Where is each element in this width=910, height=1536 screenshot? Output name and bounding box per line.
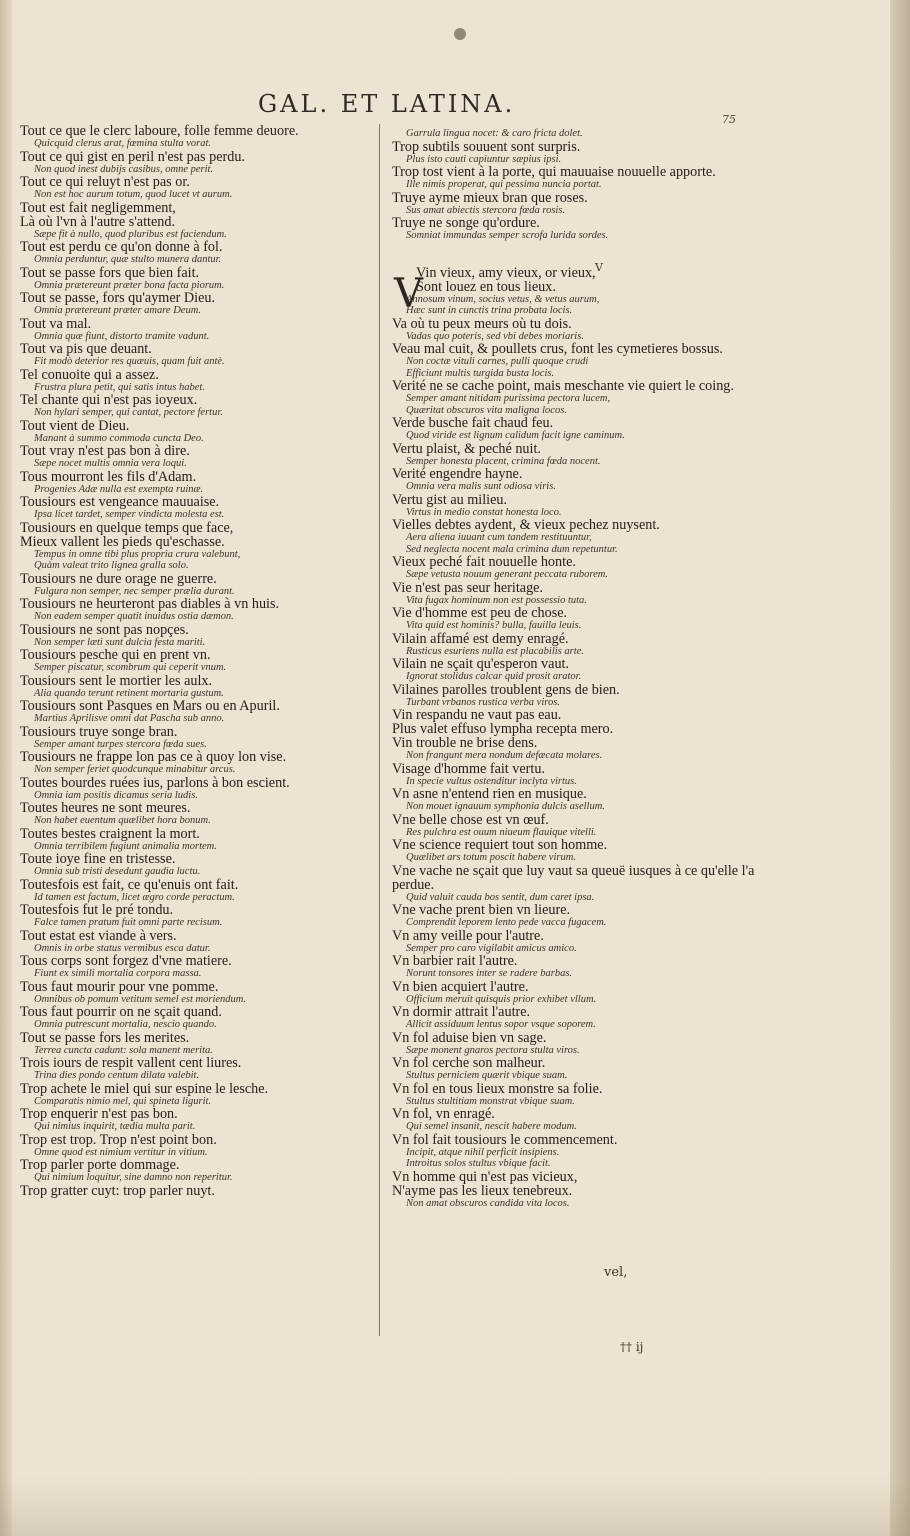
latin-translation: Non amat obscuros candida vita locos.: [406, 1197, 570, 1209]
proverb-entry: [392, 1107, 782, 1133]
french-proverb: perdue.: [392, 876, 435, 893]
proverb-entry: [392, 954, 782, 980]
latin-translation: Officium meruit quisquis prior exhibet vllum.: [406, 993, 597, 1005]
french-proverb: Vne science requiert tout son homme.: [392, 837, 608, 853]
french-proverb: Vilaines parolles troublent gens de bien.: [392, 681, 620, 698]
proverb-entry: [20, 1158, 388, 1184]
french-proverb: Tousiours truye songe bran.: [20, 723, 178, 740]
latin-translation: Vadas quo poteris, sed vbi debes moriaris.: [406, 330, 584, 342]
french-proverb: Vn asne n'entend rien en musique.: [392, 786, 587, 802]
french-proverb: Toutes bestes craignent la mort.: [20, 825, 200, 842]
latin-translation: Sus amat abiectis stercora fœda rosis.: [406, 204, 566, 216]
french-proverb: Tout vray n'est pas bon à dire.: [20, 443, 190, 459]
proverb-entry: [20, 674, 388, 700]
french-proverb: Veau mal cuit, & poullets crus, font les cymetieres bossus.: [392, 341, 723, 357]
proverb-entry: [20, 521, 388, 535]
french-proverb: Vilain affamé est demy enragé.: [392, 630, 569, 647]
proverb-entry: [392, 929, 782, 955]
french-proverb: Tousiours ne dure orage ne guerre.: [20, 570, 217, 587]
french-proverb: Verité ne se cache point, mais meschante vie quiert le coing.: [392, 378, 734, 394]
french-proverb: Tout ce qui reluyt n'est pas or.: [20, 174, 190, 190]
french-proverb: Trop tost vient à la porte, qui mauuaise nouuelle apporte.: [392, 164, 716, 180]
proverb-entry: [20, 903, 388, 929]
latin-translation: Falce tamen pratum fuit omni parte recisum.: [34, 917, 223, 928]
french-proverb: Vn barbier rait l'autre.: [392, 953, 518, 969]
french-proverb: Tout se passe, fors qu'aymer Dieu.: [20, 290, 216, 306]
french-proverb: Tout va mal.: [20, 315, 92, 332]
latin-translation: Sed neglecta nocent mala crimina dum repetuntur.: [406, 543, 618, 555]
proverb-entry: [392, 1133, 782, 1159]
french-proverb: Vertu plaist, & peché nuit.: [392, 440, 541, 457]
folio-number: 75: [722, 113, 736, 126]
proverb-entry: [392, 305, 782, 317]
latin-translation: Tempus in omne tibi plus propria crura valebunt,: [34, 548, 241, 560]
french-proverb: Verité engendre hayne.: [392, 466, 523, 482]
proverb-entry: [392, 280, 782, 306]
latin-translation: Rusticus esuriens nulla est placabilis arte.: [406, 645, 584, 657]
proverb-entry: [392, 416, 782, 442]
french-proverb: Vne vache prent bien vn lieure.: [392, 902, 571, 918]
french-proverb: Va où tu peux meurs où tu dois.: [392, 315, 572, 332]
latin-translation: Semper piscatur, scombrum qui ceperit vnum.: [34, 662, 227, 673]
latin-translation: Semper amant nitidam purissima pectora lucem,: [406, 393, 611, 404]
proverb-entry: [20, 1056, 388, 1082]
proverb-entry: [20, 954, 388, 980]
french-proverb: Trop enquerir n'est pas bon.: [20, 1106, 178, 1122]
proverb-entry: [20, 495, 388, 521]
proverb-entry: [392, 787, 782, 813]
proverb-entry: [20, 215, 388, 241]
proverb-entry: [20, 750, 388, 776]
french-proverb: Vn fol fait tousiours le commencement.: [392, 1131, 618, 1148]
proverb-entry: [20, 929, 388, 955]
proverb-entry: [392, 467, 782, 493]
latin-translation: Hæc sunt in cunctis trina probata locis.: [406, 305, 573, 316]
french-proverb: Trop est trop. Trop n'est point bon.: [20, 1131, 217, 1148]
proverb-entry: [392, 903, 782, 929]
french-proverb: Tous corps sont forgez d'vne matiere.: [20, 953, 232, 969]
latin-translation: Incipit, atque nihil perficit insipiens.: [406, 1146, 560, 1158]
latin-translation: Non mouet ignauum symphonia dulcis asellum.: [406, 801, 605, 812]
proverb-entry: [20, 124, 388, 150]
proverb-entry: [20, 317, 388, 343]
latin-translation: Garrula lingua nocet: & caro fricta dolet.: [406, 128, 583, 139]
french-proverb: Vin trouble ne brise dens.: [392, 735, 538, 751]
latin-translation: Fit modò deterior res quæuis, quam fuit antè.: [34, 356, 225, 367]
french-proverb: Vne vache ne sçait que luy vaut sa queuë iusques à ce qu'elle l'a: [392, 862, 755, 879]
proverb-entry: [20, 560, 388, 572]
proverb-entry: [20, 201, 388, 215]
latin-translation: Aera aliena iuuant cum tandem restituuntur,: [406, 532, 592, 543]
latin-translation: Manant à summo commoda cuncta Deo.: [34, 432, 204, 444]
latin-translation: Qui semel insanit, nescit habere modum.: [406, 1121, 577, 1132]
latin-translation: Sæpe nocet multis omnia vera loqui.: [34, 458, 187, 469]
french-proverb: Tout va pis que deuant.: [20, 341, 152, 357]
french-proverb: Verde busche fait chaud feu.: [392, 415, 554, 431]
french-proverb: Toutesfois est fait, ce qu'enuis ont fait.: [20, 876, 239, 893]
french-proverb: Toutes heures ne sont meures.: [20, 800, 191, 816]
french-proverb: Trois iours de respit vallent cent liures.: [20, 1055, 242, 1071]
latin-translation: Sæpe monent gnaros pectora stulta viros.: [406, 1044, 580, 1056]
proverb-entry: [20, 776, 388, 802]
page-right-edge: [890, 0, 910, 1536]
signature-mark: †† ij: [620, 1340, 644, 1354]
french-proverb: Tousiours ne frappe lon pas ce à quoy lon vise.: [20, 749, 287, 765]
proverb-entry: [392, 683, 782, 709]
proverb-entry: [392, 442, 782, 468]
marginal-note: vel,: [604, 1265, 628, 1280]
french-proverb: Toute ioye fine en tristesse.: [20, 851, 176, 867]
proverb-entry: [392, 342, 782, 368]
latin-translation: Non coctæ vituli carnes, pulli quoque crudi: [406, 356, 589, 367]
latin-translation: Frustra plura petit, qui satis intus habet.: [34, 381, 205, 393]
latin-translation: Vita quid est hominis? bulla, fauilla leuis.: [406, 620, 582, 631]
french-proverb: Tout vient de Dieu.: [20, 417, 130, 434]
latin-translation: Progenies Adæ nulla est exempta ruinæ.: [34, 483, 204, 495]
french-proverb: Tousiours en quelque temps que face,: [20, 519, 234, 536]
proverb-entry: [20, 150, 388, 176]
proverb-entry: [392, 379, 782, 405]
french-proverb: Tousiours pesche qui en prent vn.: [20, 647, 211, 663]
proverb-entry: [20, 1133, 388, 1159]
french-proverb: Tous faut mourir pour vne pomme.: [20, 978, 219, 995]
latin-translation: Omnia prætereunt præter bona facta piorum.: [34, 279, 225, 291]
french-proverb: Tout estat est viande à vers.: [20, 927, 177, 944]
proverb-entry: [20, 535, 388, 561]
proverb-entry: [392, 606, 782, 632]
french-proverb: Trop achete le miel qui sur espine le lesche.: [20, 1080, 269, 1097]
latin-translation: Semper pro caro vigilabit amicus amico.: [406, 942, 577, 954]
latin-translation: Stultus stultitiam monstrat vbique suam.: [406, 1095, 575, 1107]
french-proverb: Tel conuoite qui a assez.: [20, 366, 159, 383]
latin-translation: Omnia terribilem fugiunt animalia mortem.: [34, 840, 217, 852]
proverb-entry: [20, 1031, 388, 1057]
proverb-entry: [392, 1031, 782, 1057]
latin-translation: Quicquid clerus arat, fœmina stulta vorat.: [34, 138, 212, 149]
proverb-entry: [392, 266, 782, 280]
proverb-entry: [392, 1184, 782, 1210]
latin-translation: Quælibet ars totum poscit habere virum.: [406, 852, 576, 863]
latin-translation: Fulgura non semper, nec semper prælia durant.: [34, 585, 235, 597]
proverb-entry: [392, 632, 782, 658]
proverb-entry: [20, 1184, 388, 1198]
latin-translation: Semper honesta placent, crimina fœda nocent.: [406, 455, 601, 467]
french-proverb: Tousiours sent le mortier les aulx.: [20, 672, 213, 689]
french-proverb: N'ayme pas les lieux tenebreux.: [392, 1182, 573, 1199]
french-proverb: Tous mourront les fils d'Adam.: [20, 468, 197, 485]
french-proverb: Vielles debtes aydent, & vieux pechez nuysent.: [392, 517, 660, 533]
proverb-entry: [392, 813, 782, 839]
french-proverb: Vne belle chose est vn œuf.: [392, 811, 549, 828]
latin-translation: Qui nimium loquitur, sine damno non reperitur.: [34, 1172, 233, 1183]
latin-translation: Sæpe fit à nullo, quod pluribus est faciendum.: [34, 228, 227, 240]
latin-translation: Omne quod est nimium vertitur in vitium.: [34, 1146, 208, 1158]
proverb-entry: [20, 827, 388, 853]
latin-translation: Omnibus ob pomum vetitum semel est moriendum.: [34, 993, 247, 1005]
proverb-entry: [392, 191, 782, 217]
proverb-entry: [20, 801, 388, 827]
proverb-entry: [20, 699, 388, 725]
proverb-entry: [20, 1082, 388, 1108]
french-proverb: Vin respandu ne vaut pas eau.: [392, 707, 562, 723]
french-proverb: Visage d'homme fait vertu.: [392, 760, 545, 777]
proverb-entry: [20, 623, 388, 649]
french-proverb: Trop subtils souuent sont surpris.: [392, 138, 581, 155]
french-proverb: Vn fol cerche son malheur.: [392, 1055, 546, 1071]
proverb-entry: [392, 317, 782, 343]
proverb-entry: [392, 518, 782, 544]
latin-translation: Omnia quæ fiunt, distorto tramite vadunt.: [34, 330, 210, 342]
latin-translation: Quod viride est lignum calidum facit igne caminum.: [406, 430, 625, 441]
french-proverb: Toutes bourdes ruées ius, parlons à bon escient.: [20, 774, 290, 791]
proverb-entry: [20, 572, 388, 598]
section-spacer: [392, 242, 782, 266]
french-proverb: Tout est perdu ce qu'on donne à fol.: [20, 239, 223, 255]
proverb-entry: [392, 216, 782, 242]
french-proverb: Tout est fait negligemment,: [20, 199, 176, 216]
latin-translation: Fiunt ex simili mortalia corpora massa.: [34, 968, 202, 979]
right-column-v-section: [392, 266, 782, 1210]
proverb-entry: [20, 240, 388, 266]
proverb-entry: [392, 1158, 782, 1170]
french-proverb: Là où l'vn à l'autre s'attend.: [20, 213, 176, 230]
page-left-edge: [0, 0, 12, 1536]
french-proverb: Trop gratter cuyt: trop parler nuyt.: [20, 1182, 215, 1199]
proverb-entry: [392, 878, 782, 904]
french-proverb: Tout se passe fors que bien fait.: [20, 264, 200, 281]
french-proverb: Vin vieux, amy vieux, or vieux,: [416, 264, 596, 281]
latin-translation: Res pulchra est ouum niueum flauique vitelli.: [406, 826, 597, 838]
latin-translation: Ipsa licet tardet, semper vindicta molesta est.: [34, 509, 225, 520]
latin-translation: Annosum vinum, socius vetus, & vetus aurum,: [406, 293, 600, 305]
latin-translation: Trina dies pondo centum dilata valebit.: [34, 1070, 200, 1081]
french-proverb: Plus valet effuso lympha recepta mero.: [392, 721, 614, 737]
proverb-entry: [392, 708, 782, 722]
proverb-entry: [392, 736, 782, 762]
latin-translation: Omnia putrescunt mortalia, nescio quando.: [34, 1019, 217, 1030]
proverb-entry: [392, 555, 782, 581]
latin-translation: Plus isto cauti capiuntur sæpius ipsi.: [406, 153, 562, 165]
latin-translation: Omnia perduntur, quæ stulto munera dantur.: [34, 254, 222, 265]
french-proverb: Vn fol en tous lieux monstre sa folie.: [392, 1080, 603, 1097]
binding-hole: [454, 28, 466, 40]
proverb-entry: [392, 762, 782, 788]
latin-translation: Comprendit leporem lento pede vacca fugacem.: [406, 917, 607, 928]
latin-translation: Non habet euentum quælibet hora bonum.: [34, 815, 211, 826]
latin-translation: Terrea cuncta cadunt: sola manent merita.: [34, 1044, 213, 1056]
french-proverb: Vn fol, vn enragé.: [392, 1106, 495, 1122]
latin-translation: Omnia iam positis dicamus seria ludis.: [34, 789, 198, 801]
latin-translation: Omnia vera malis sunt odiosa viris.: [406, 481, 556, 492]
latin-translation: Id tamen est factum, licet ægro corde peractum.: [34, 891, 235, 903]
latin-translation: Stultus perniciem quærit vbique suam.: [406, 1070, 568, 1081]
proverb-entry: [20, 648, 388, 674]
french-proverb: Mieux vallent les pieds qu'eschasse.: [20, 533, 225, 550]
french-proverb: Tousiours sont Pasques en Mars ou en Apuril.: [20, 698, 280, 714]
latin-translation: Efficiunt multis turgida busta locis.: [406, 367, 555, 379]
left-column: [20, 124, 388, 1198]
french-proverb: Tout ce que le clerc laboure, folle femme deuore.: [20, 123, 299, 139]
proverb-entry: [392, 493, 782, 519]
latin-translation: Omnia sub tristi desedunt gaudia luctu.: [34, 866, 201, 877]
french-proverb: Vn homme qui n'est pas vicieux,: [392, 1168, 578, 1185]
french-proverb: Tousiours est vengeance mauuaise.: [20, 494, 220, 510]
latin-translation: Non eadem semper quatit inuidus ostia dæmon.: [34, 611, 234, 622]
proverb-entry: [20, 597, 388, 623]
proverb-entry: [392, 657, 782, 683]
french-proverb: Vertu gist au milieu.: [392, 491, 508, 508]
french-proverb: Vn bien acquiert l'autre.: [392, 978, 529, 995]
french-proverb: Vie n'est pas seur heritage.: [392, 579, 544, 596]
latin-translation: Semper amant turpes stercora fœda sues.: [34, 738, 207, 750]
french-proverb: Tousiours ne sont pas nopçes.: [20, 621, 189, 638]
running-header: GAL. ET LATINA.: [258, 90, 516, 118]
proverb-entry: [20, 291, 388, 317]
latin-translation: Introitus solos stultus vbique facit.: [406, 1158, 551, 1169]
french-proverb: Trop parler porte dommage.: [20, 1157, 180, 1173]
proverb-entry: [20, 393, 388, 419]
proverb-entry: [20, 1107, 388, 1133]
proverb-entry: [20, 419, 388, 445]
latin-translation: Sæpe vetusta nouum generant peccata ruborem.: [406, 569, 608, 580]
proverb-entry: [20, 444, 388, 470]
proverb-entry: [392, 128, 782, 140]
latin-translation: Non frangunt mera nondum defæcata molares.: [406, 750, 603, 761]
proverb-entry: [20, 342, 388, 368]
french-proverb: Tousiours ne heurteront pas diables à vn huis.: [20, 596, 280, 612]
proverb-entry: [392, 1056, 782, 1082]
drop-cap-v: V: [394, 271, 423, 317]
french-proverb: Tout se passe fors les merites.: [20, 1029, 190, 1046]
latin-translation: Virtus in medio constat honesta loco.: [406, 506, 562, 518]
proverb-entry: [392, 1170, 782, 1184]
latin-translation: Comparatis nimio mel, qui spineta ligurit.: [34, 1095, 212, 1107]
latin-translation: Omnia prætereunt præter amare Deum.: [34, 305, 201, 316]
proverb-entry: [392, 980, 782, 1006]
french-proverb: Tout ce qui gist en peril n'est pas perdu.: [20, 148, 245, 165]
latin-translation: Somniat immundas semper scrofa lurida sordes.: [406, 230, 609, 241]
proverb-entry: [20, 175, 388, 201]
latin-translation: Non est hoc aurum totum, quod lucet vt aurum.: [34, 189, 233, 200]
latin-translation: Turbant vrbanos rustica verba viros.: [406, 696, 560, 708]
proverb-entry: [392, 165, 782, 191]
latin-translation: Allicit assiduum lentus sopor vsque soporem.: [406, 1019, 596, 1030]
french-proverb: Vn fol aduise bien vn sage.: [392, 1029, 547, 1046]
proverb-entry: [392, 1005, 782, 1031]
latin-translation: Omnis in orbe status vermibus esca datur.: [34, 942, 211, 954]
right-column: [392, 128, 782, 1209]
proverb-entry: [392, 140, 782, 166]
latin-translation: Qui nimius inquirit, tædia multa parit.: [34, 1121, 196, 1132]
french-proverb: Tel chante qui n'est pas ioyeux.: [20, 392, 198, 408]
latin-translation: Quæritat obscuros vita maligna locos.: [406, 404, 567, 416]
french-proverb: Tous faut pourrir on ne sçait quand.: [20, 1004, 222, 1020]
proverb-entry: [20, 368, 388, 394]
french-proverb: Toutesfois fut le pré tondu.: [20, 902, 174, 918]
latin-translation: Ignorat stolidus calcar quid prosit arator.: [406, 671, 582, 682]
french-proverb: Truye ne songe qu'ordure.: [392, 215, 540, 231]
latin-translation: Alia quando terunt retinent mortaria gustum.: [34, 687, 224, 699]
proverb-entry: [392, 581, 782, 607]
latin-translation: Martius Aprilisve omni dat Pascha sub anno.: [34, 713, 225, 724]
latin-translation: Non quod inest dubijs casibus, omne perit.: [34, 163, 214, 175]
latin-translation: Ille nimis properat, qui pessima nuncia portat.: [406, 179, 602, 190]
proverb-entry: [392, 864, 782, 878]
proverb-entry: [20, 852, 388, 878]
latin-translation: In specie vultus ostenditur inclyta virtus.: [406, 775, 577, 787]
page-bottom-shadow: [0, 1476, 910, 1536]
latin-translation: Quid valuit cauda bos sentit, dum caret ipsa.: [406, 891, 595, 903]
latin-translation: Non semper læti sunt dulcia festa mariti.: [34, 636, 206, 648]
latin-translation: Quàm valeat trito lignea gralla solo.: [34, 560, 189, 571]
french-proverb: Vieux peché fait nouuelle honte.: [392, 554, 576, 570]
right-column-t-section: [392, 128, 782, 242]
proverb-entry: [20, 980, 388, 1006]
french-proverb: Vilain ne sçait qu'esperon vaut.: [392, 656, 570, 672]
french-proverb: Sont louez en tous lieux.: [416, 278, 556, 295]
proverb-entry: [392, 722, 782, 736]
proverb-entry: [20, 878, 388, 904]
french-proverb: Vn amy veille pour l'autre.: [392, 927, 544, 944]
latin-translation: Norunt tonsores inter se radere barbas.: [406, 968, 573, 979]
proverb-entry: [392, 1082, 782, 1108]
proverb-entry: [20, 725, 388, 751]
french-proverb: Vie d'homme est peu de chose.: [392, 605, 568, 621]
proverb-entry: [392, 838, 782, 864]
french-proverb: Truye ayme mieux bran que roses.: [392, 189, 588, 206]
latin-translation: Non semper feriet quodcunque minabitur arcus.: [34, 764, 236, 775]
latin-translation: Non hylari semper, qui cantat, pectore fertur.: [34, 407, 223, 418]
latin-translation: Vita fugax hominum non est possessio tuta.: [406, 594, 587, 606]
french-proverb: Vn dormir attrait l'autre.: [392, 1004, 531, 1020]
proverb-entry: [20, 1005, 388, 1031]
proverb-entry: [20, 470, 388, 496]
section-letter: V: [595, 261, 603, 274]
proverb-entry: [20, 266, 388, 292]
